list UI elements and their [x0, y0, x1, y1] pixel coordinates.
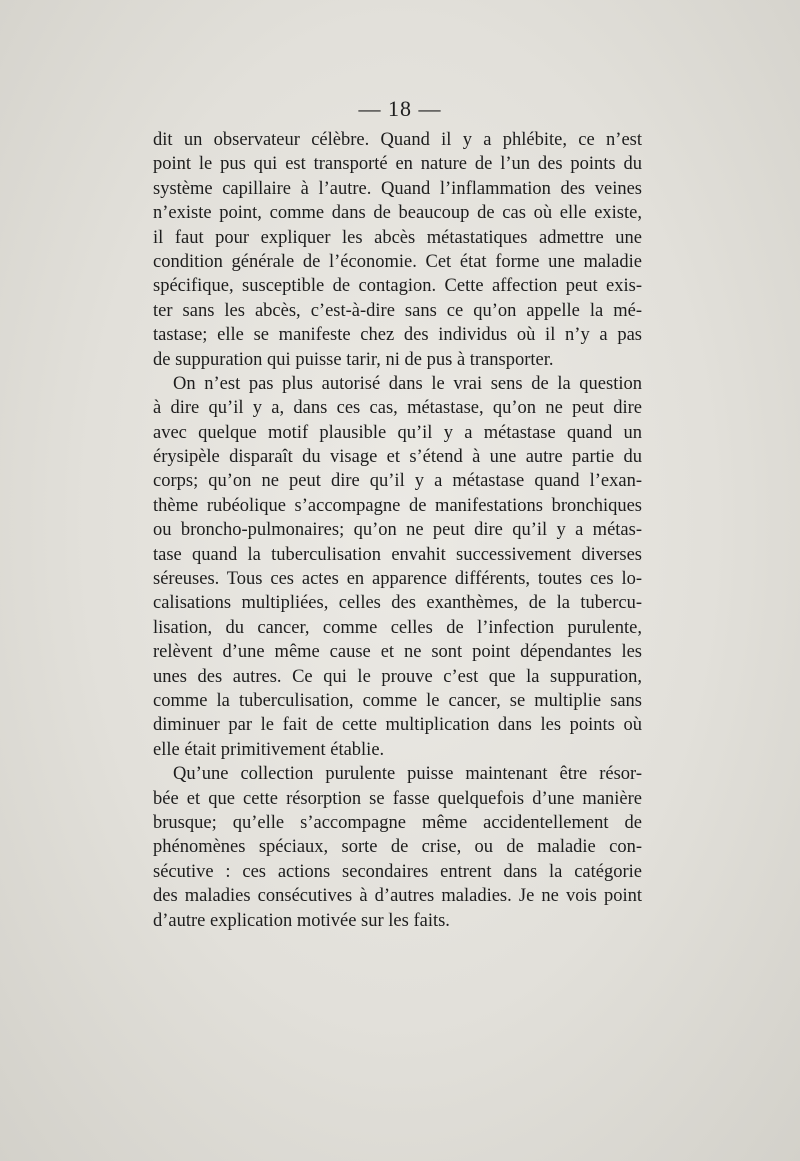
- text-line: n’existe point, comme dans de beaucoup de cas où elle existe,: [153, 203, 642, 224]
- text-line: de suppuration qui puisse tarir, ni de pus à transporter.: [153, 349, 554, 370]
- text-line: à dire qu’il y a, dans ces cas, métastase, qu’on ne peut dire: [153, 398, 642, 419]
- text-line: tase quand la tuberculisation envahit successivement diverses: [153, 544, 642, 565]
- text-line: érysipèle disparaît du visage et s’étend à une autre partie du: [153, 447, 642, 468]
- text-line: On n’est pas plus autorisé dans le vrai sens de la question: [173, 373, 642, 394]
- text-line: thème rubéolique s’accompagne de manifestations bronchiques: [153, 495, 642, 516]
- text-line: ter sans les abcès, c’est-à-dire sans ce qu’on appelle la mé-: [153, 300, 642, 321]
- text-line: il faut pour expliquer les abcès métastatiques admettre une: [153, 227, 642, 248]
- text-line: phénomènes spéciaux, sorte de crise, ou de maladie con-: [153, 837, 642, 858]
- text-line: relèvent d’une même cause et ne sont point dépendantes les: [153, 642, 642, 663]
- text-line: sécutive : ces actions secondaires entrent dans la catégorie: [153, 861, 642, 882]
- text-line: ou broncho-pulmonaires; qu’on ne peut dire qu’il y a métas-: [153, 520, 642, 541]
- text-line: comme la tuberculisation, comme le cancer, se multiplie sans: [153, 690, 642, 711]
- text-line: brusque; qu’elle s’accompagne même accidentellement de: [153, 812, 642, 833]
- text-line: système capillaire à l’autre. Quand l’inflammation des veines: [153, 178, 642, 199]
- text-line: des maladies consécutives à d’autres maladies. Je ne vois point: [153, 886, 642, 907]
- text-line: tastase; elle se manifeste chez des individus où il n’y a pas: [153, 325, 642, 346]
- text-line: Qu’une collection purulente puisse maintenant être résor-: [173, 764, 642, 785]
- text-line: d’autre explication motivée sur les faits.: [153, 910, 450, 931]
- text-line: elle était primitivement établie.: [153, 739, 385, 760]
- text-line: point le pus qui est transporté en nature de l’un des points du: [153, 154, 642, 175]
- text-line: bée et que cette résorption se fasse quelquefois d’une manière: [153, 788, 642, 809]
- body-text: [153, 128, 642, 933]
- page-number: — 18 —: [358, 96, 442, 121]
- text-line: lisation, du cancer, comme celles de l’infection purulente,: [153, 617, 642, 638]
- text-line: avec quelque motif plausible qu’il y a métastase quand un: [153, 422, 642, 443]
- text-line: calisations multipliées, celles des exanthèmes, de la tubercu-: [153, 593, 642, 614]
- text-line: dit un observateur célèbre. Quand il y a phlébite, ce n’est: [153, 130, 642, 150]
- text-line: condition générale de l’économie. Cet état forme une maladie: [153, 251, 642, 272]
- text-line: séreuses. Tous ces actes en apparence différents, toutes ces lo-: [153, 569, 642, 590]
- text-line: spécifique, susceptible de contagion. Cette affection peut exis-: [153, 276, 642, 297]
- text-line: unes des autres. Ce qui le prouve c’est que la suppuration,: [153, 666, 642, 687]
- text-line: corps; qu’on ne peut dire qu’il y a métastase quand l’exan-: [153, 471, 642, 492]
- text-line: diminuer par le fait de cette multiplication dans les points où: [153, 715, 642, 736]
